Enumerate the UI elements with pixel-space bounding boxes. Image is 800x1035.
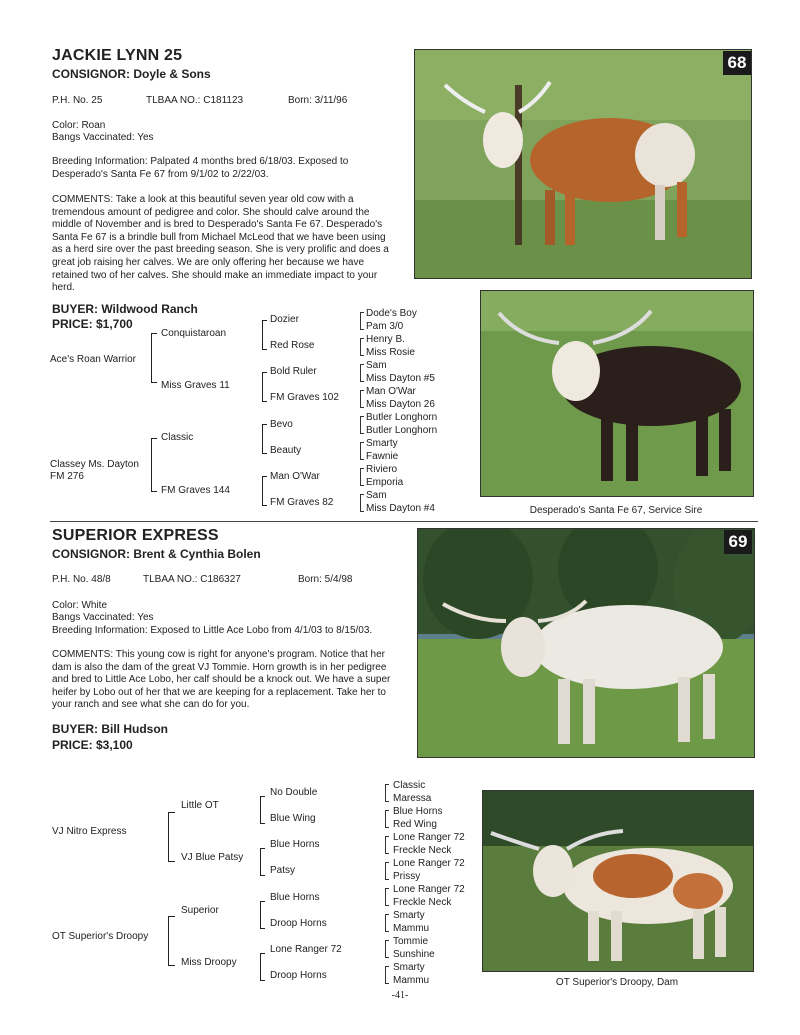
lot-69-g4-6: Freckle Neck bbox=[393, 845, 452, 856]
lot-68-g3-5: Bevo bbox=[270, 419, 293, 430]
lot-69-g3-5: Blue Horns bbox=[270, 892, 320, 903]
lot-69-bracket-g4-8 bbox=[385, 966, 389, 984]
lot-68-g4-16: Miss Dayton #4 bbox=[366, 503, 435, 514]
lot-68-g4-5: Sam bbox=[366, 360, 387, 371]
lot-69-g4-12: Mammu bbox=[393, 923, 430, 934]
section-divider bbox=[50, 521, 758, 522]
lot-69-g4-8: Prissy bbox=[393, 871, 421, 882]
lot-69-bracket-g4-1 bbox=[385, 784, 389, 802]
lot-69-bracket-g3-4 bbox=[260, 953, 265, 981]
lot-69-g3-1: No Double bbox=[270, 787, 318, 798]
lot-68-g4-7: Man O'War bbox=[366, 386, 416, 397]
lot-69-ph-number: P.H. No. 48/8 bbox=[52, 574, 111, 585]
lot-68-bracket-g3-4 bbox=[262, 476, 267, 506]
lot-68-g2-2: Miss Graves 11 bbox=[161, 380, 230, 391]
lot-69-g2-2: VJ Blue Patsy bbox=[181, 852, 244, 863]
lot-69-sire: VJ Nitro Express bbox=[52, 826, 127, 837]
lot-68-number-badge: 68 bbox=[723, 51, 751, 75]
lot-68-g4-14: Emporia bbox=[366, 477, 404, 488]
lot-68-bracket-g4-6 bbox=[360, 442, 364, 460]
lot-69-color: Color: White bbox=[52, 600, 108, 611]
lot-69-title: SUPERIOR EXPRESS bbox=[52, 527, 219, 544]
lot-68-bracket-g4-5 bbox=[360, 416, 364, 434]
lot-68-bracket-g4-2 bbox=[360, 338, 364, 356]
lot-68-bracket-sire bbox=[151, 333, 157, 383]
lot-68-ph-number: P.H. No. 25 bbox=[52, 95, 103, 106]
lot-68-comments: COMMENTS: Take a look at this beautiful seven year old cow with a tremendous amount of pedigree and color. She should calve around the middle of November and is bred to Desperado's Santa Fe 67. Desperado's Santa Fe 67 is a brindle bull from Michael McLeod that we have been using as a herd sire over the past breeding season. She is very prolific and does a great job raising her calves. We are only offering her because we have retained two of her calves. She should make an immediate impact to your herd. bbox=[52, 194, 389, 294]
lot-69-bracket-dam bbox=[168, 916, 175, 966]
lot-68-born: Born: 3/11/96 bbox=[288, 95, 348, 106]
dam-caption: OT Superior's Droopy, Dam bbox=[555, 977, 679, 988]
lot-69-g4-1: Classic bbox=[393, 780, 426, 791]
lot-68-g3-1: Dozier bbox=[270, 314, 299, 325]
lot-69-g4-4: Red Wing bbox=[393, 819, 437, 830]
lot-68-bangs: Bangs Vaccinated: Yes bbox=[52, 132, 154, 143]
lot-68-g2-3: Classic bbox=[161, 432, 194, 443]
lot-69-bangs: Bangs Vaccinated: Yes bbox=[52, 612, 154, 623]
lot-69-g4-13: Tommie bbox=[393, 936, 429, 947]
lot-69-buyer: BUYER: Bill Hudson bbox=[52, 722, 168, 736]
lot-68-g4-9: Butler Longhorn bbox=[366, 412, 438, 423]
lot-69-g4-15: Smarty bbox=[393, 962, 425, 973]
lot-69-bracket-sire bbox=[168, 812, 175, 862]
lot-68-buyer: BUYER: Wildwood Ranch bbox=[52, 302, 198, 316]
lot-68-tlbaa-number: TLBAA NO.: C181123 bbox=[146, 95, 244, 106]
lot-69-g2-4: Miss Droopy bbox=[181, 957, 237, 968]
service-sire-photo bbox=[480, 290, 754, 497]
lot-69-g4-5: Lone Ranger 72 bbox=[393, 832, 465, 843]
lot-68-dam: Classey Ms. Dayton FM 276 bbox=[50, 459, 139, 482]
lot-69-born: Born: 5/4/98 bbox=[298, 574, 353, 585]
lot-68-g4-6: Miss Dayton #5 bbox=[366, 373, 435, 384]
lot-68-cow-photo bbox=[414, 49, 752, 279]
lot-68-g4-8: Miss Dayton 26 bbox=[366, 399, 435, 410]
lot-69-bracket-g4-4 bbox=[385, 862, 389, 880]
dam-photo bbox=[482, 790, 754, 972]
lot-69-g4-14: Sunshine bbox=[393, 949, 435, 960]
lot-69-dam: OT Superior's Droopy bbox=[52, 931, 149, 942]
lot-69-g4-10: Freckle Neck bbox=[393, 897, 452, 908]
lot-68-g3-3: Bold Ruler bbox=[270, 366, 317, 377]
lot-68-bracket-g3-3 bbox=[262, 424, 267, 454]
lot-68-g4-13: Riviero bbox=[366, 464, 398, 475]
lot-69-g3-8: Droop Horns bbox=[270, 970, 327, 981]
lot-68-g3-7: Man O'War bbox=[270, 471, 320, 482]
lot-68-bracket-g4-1 bbox=[360, 312, 364, 330]
lot-68-bracket-g4-3 bbox=[360, 364, 364, 382]
lot-68-g3-4: FM Graves 102 bbox=[270, 392, 339, 403]
lot-68-g4-11: Smarty bbox=[366, 438, 398, 449]
lot-69-g4-7: Lone Ranger 72 bbox=[393, 858, 465, 869]
lot-69-bracket-g3-2 bbox=[260, 848, 265, 876]
lot-68-sire: Ace's Roan Warrior bbox=[50, 354, 137, 365]
lot-69-bracket-g4-2 bbox=[385, 810, 389, 828]
lot-68-g2-1: Conquistaroan bbox=[161, 328, 227, 339]
service-sire-caption: Desperado's Santa Fe 67, Service Sire bbox=[529, 505, 703, 516]
lot-68-bracket-g4-8 bbox=[360, 494, 364, 512]
lot-68-price: PRICE: $1,700 bbox=[52, 317, 133, 331]
lot-69-g3-3: Blue Horns bbox=[270, 839, 320, 850]
lot-68-g4-10: Butler Longhorn bbox=[366, 425, 438, 436]
lot-69-g4-16: Mammu bbox=[393, 975, 430, 986]
lot-68-g3-6: Beauty bbox=[270, 445, 302, 456]
lot-68-bracket-g4-4 bbox=[360, 390, 364, 408]
lot-69-g3-6: Droop Horns bbox=[270, 918, 327, 929]
lot-69-comments: COMMENTS: This young cow is right for anyone's program. Notice that her dam is also the dam of the great VJ Tommie. Horn growth is in her pedigree and bred to Little Ace Lobo, her calf should be a knock out. We have a super heifer by Lobo out of her that we are keeping for a replacement. Take her to your ranch and see what she can do for you. bbox=[52, 649, 391, 711]
lot-68-g4-12: Fawnie bbox=[366, 451, 399, 462]
lot-69-number-badge: 69 bbox=[724, 530, 752, 554]
lot-69-g3-2: Blue Wing bbox=[270, 813, 316, 824]
lot-68-g2-4: FM Graves 144 bbox=[161, 485, 230, 496]
lot-69-tlbaa-number: TLBAA NO.: C186327 bbox=[143, 574, 241, 585]
lot-69-bracket-g4-3 bbox=[385, 836, 389, 854]
lot-69-g2-3: Superior bbox=[181, 905, 219, 916]
lot-68-g3-8: FM Graves 82 bbox=[270, 497, 334, 508]
lot-68-g4-4: Miss Rosie bbox=[366, 347, 415, 358]
lot-68-bracket-g3-2 bbox=[262, 372, 267, 402]
lot-69-breeding-info: Breeding Information: Exposed to Little Ace Lobo from 4/1/03 to 8/15/03. bbox=[52, 625, 373, 636]
lot-69-g4-2: Maressa bbox=[393, 793, 432, 804]
lot-69-bracket-g4-5 bbox=[385, 888, 389, 906]
lot-69-g4-9: Lone Ranger 72 bbox=[393, 884, 465, 895]
lot-68-consignor: CONSIGNOR: Doyle & Sons bbox=[52, 67, 211, 81]
lot-69-g3-7: Lone Ranger 72 bbox=[270, 944, 342, 955]
lot-68-g4-3: Henry B. bbox=[366, 334, 405, 345]
lot-68-bracket-g3-1 bbox=[262, 320, 267, 350]
lot-69-g4-11: Smarty bbox=[393, 910, 425, 921]
lot-68-bracket-dam bbox=[151, 438, 157, 492]
lot-69-g2-1: Little OT bbox=[181, 800, 219, 811]
lot-69-g3-4: Patsy bbox=[270, 865, 296, 876]
lot-68-g4-15: Sam bbox=[366, 490, 387, 501]
lot-69-bracket-g4-6 bbox=[385, 914, 389, 932]
lot-69-bracket-g3-1 bbox=[260, 796, 265, 824]
page-number: -41- bbox=[391, 990, 409, 1001]
lot-69-bracket-g4-7 bbox=[385, 940, 389, 958]
lot-69-consignor: CONSIGNOR: Brent & Cynthia Bolen bbox=[52, 547, 261, 561]
lot-69-price: PRICE: $3,100 bbox=[52, 738, 133, 752]
lot-69-bracket-g3-3 bbox=[260, 901, 265, 929]
lot-68-g4-1: Dode's Boy bbox=[366, 308, 417, 319]
lot-69-g4-3: Blue Horns bbox=[393, 806, 443, 817]
lot-68-bracket-g4-7 bbox=[360, 468, 364, 486]
lot-68-title: JACKIE LYNN 25 bbox=[52, 47, 183, 64]
lot-68-g3-2: Red Rose bbox=[270, 340, 315, 351]
lot-68-g4-2: Pam 3/0 bbox=[366, 321, 404, 332]
lot-68-breeding-info: Breeding Information: Palpated 4 months bred 6/18/03. Exposed to Desperado's Santa Fe 67 from 9/1/02 to 2/22/03. bbox=[52, 156, 349, 180]
lot-68-color: Color: Roan bbox=[52, 120, 106, 131]
lot-69-cow-photo bbox=[417, 528, 755, 758]
